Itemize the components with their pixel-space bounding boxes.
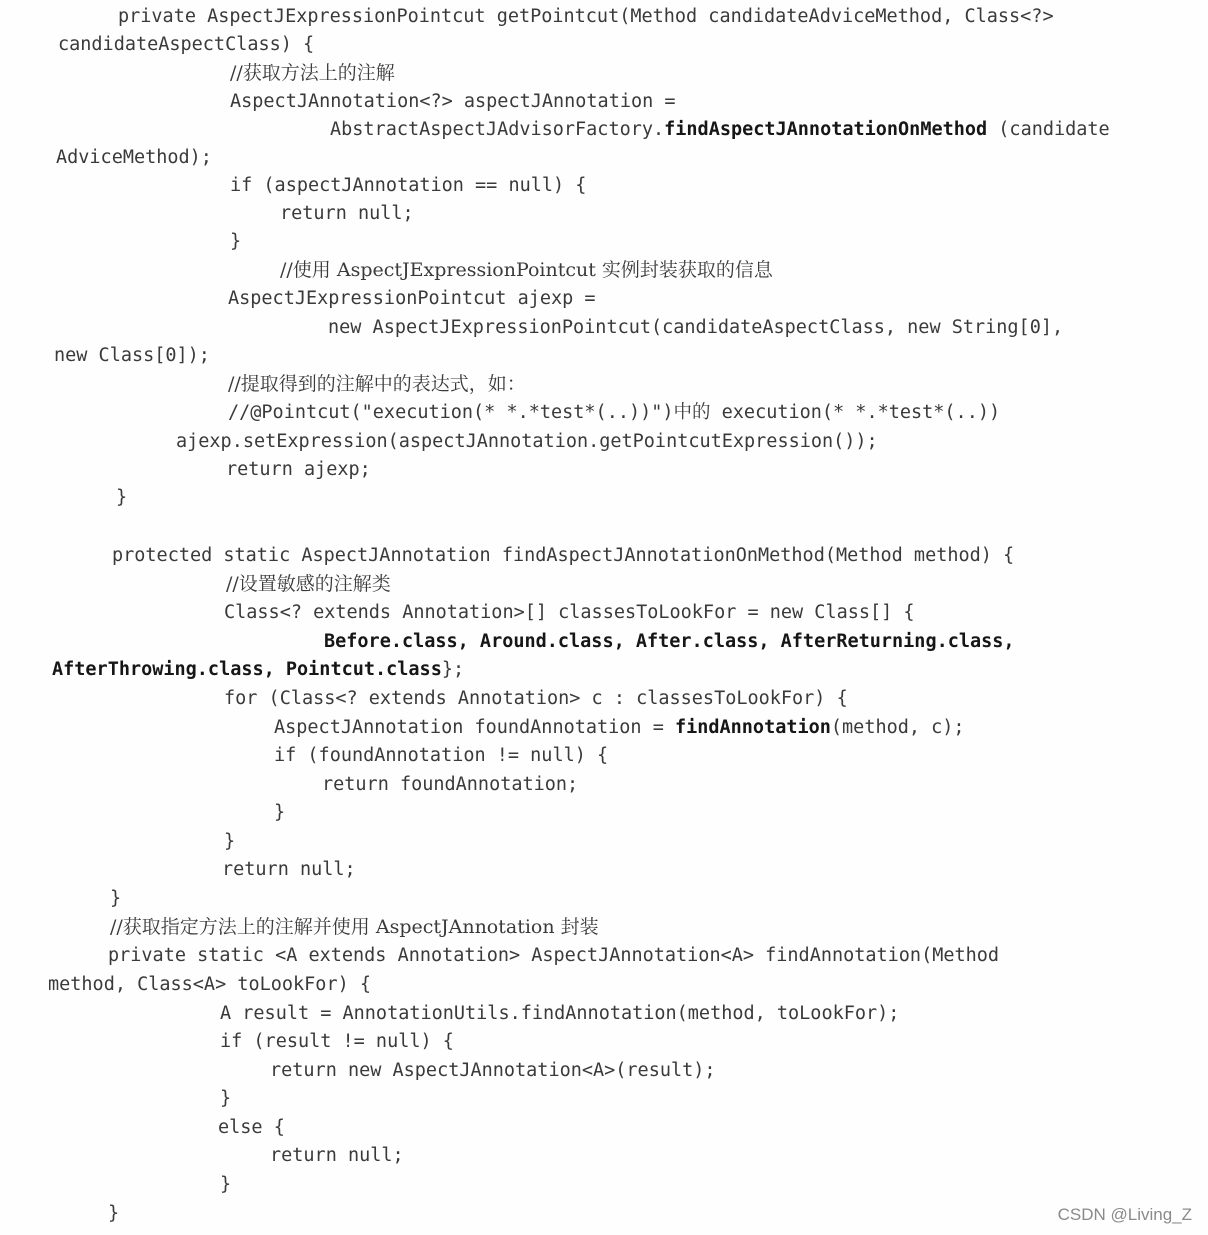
code-line: if (foundAnnotation != null) { — [274, 745, 609, 766]
code-line: A result = AnnotationUtils.findAnnotation(method, toLookFor); — [220, 1003, 900, 1024]
code-line: AbstractAspectJAdvisorFactory.findAspectJAnnotationOnMethod (candidate — [330, 119, 1110, 140]
code-line: return new AspectJAnnotation<A>(result); — [270, 1060, 716, 1081]
code-line: AspectJExpressionPointcut ajexp = — [228, 288, 596, 309]
code-line: } — [110, 888, 122, 909]
code-line: Class<? extends Annotation>[] classesToLookFor = new Class[] { — [224, 602, 915, 623]
code-line: return null; — [280, 203, 414, 224]
code-line: return null; — [222, 859, 356, 880]
code-line: } — [224, 831, 236, 852]
code-line: } — [220, 1088, 232, 1109]
code-comment: //设置敏感的注解类 — [226, 573, 391, 595]
code-line: for (Class<? extends Annotation> c : classesToLookFor) { — [224, 688, 848, 709]
code-line: Before.class, Around.class, After.class, AfterReturning.class, — [324, 631, 1015, 652]
code-comment: //获取方法上的注解 — [230, 62, 395, 84]
code-line: return ajexp; — [226, 459, 371, 480]
code-line: private static <A extends Annotation> AspectJAnnotation<A> findAnnotation(Method — [108, 945, 1000, 966]
code-line: AdviceMethod); — [56, 147, 212, 168]
code-comment: //@Pointcut("execution(* *.*test*(..))")中的 execution(* *.*test*(..)) — [228, 402, 1001, 423]
code-line: method, Class<A> toLookFor) { — [48, 974, 372, 995]
code-comment: //使用 AspectJExpressionPointcut 实例封装获取的信息 — [280, 259, 773, 281]
code-line: return null; — [270, 1145, 404, 1166]
code-line: } — [220, 1174, 232, 1195]
code-line: } — [108, 1203, 120, 1224]
code-comment: //提取得到的注解中的表达式，如： — [228, 373, 526, 395]
code-line: new AspectJExpressionPointcut(candidateAspectClass, new String[0], — [328, 317, 1064, 338]
code-line: new Class[0]); — [54, 345, 210, 366]
code-line: ajexp.setExpression(aspectJAnnotation.getPointcutExpression()); — [176, 431, 878, 452]
code-line: } — [230, 231, 242, 252]
code-line: AspectJAnnotation<?> aspectJAnnotation = — [230, 91, 676, 112]
code-line: else { — [218, 1117, 285, 1138]
code-line: private AspectJExpressionPointcut getPointcut(Method candidateAdviceMethod, Class<?> — [118, 6, 1054, 27]
code-line: if (result != null) { — [220, 1031, 454, 1052]
code-line: protected static AspectJAnnotation findAspectJAnnotationOnMethod(Method method) { — [112, 545, 1015, 566]
code-line: return foundAnnotation; — [322, 774, 579, 795]
code-line: if (aspectJAnnotation == null) { — [230, 175, 587, 196]
code-line: } — [274, 802, 286, 823]
code-line: AfterThrowing.class, Pointcut.class}; — [52, 659, 465, 680]
code-line: AspectJAnnotation foundAnnotation = findAnnotation(method, c); — [274, 717, 965, 738]
code-line: } — [116, 487, 128, 508]
code-comment: //获取指定方法上的注解并使用 AspectJAnnotation 封装 — [110, 916, 599, 938]
watermark: CSDN @Living_Z — [1057, 1205, 1192, 1224]
code-line: candidateAspectClass) { — [58, 34, 315, 55]
